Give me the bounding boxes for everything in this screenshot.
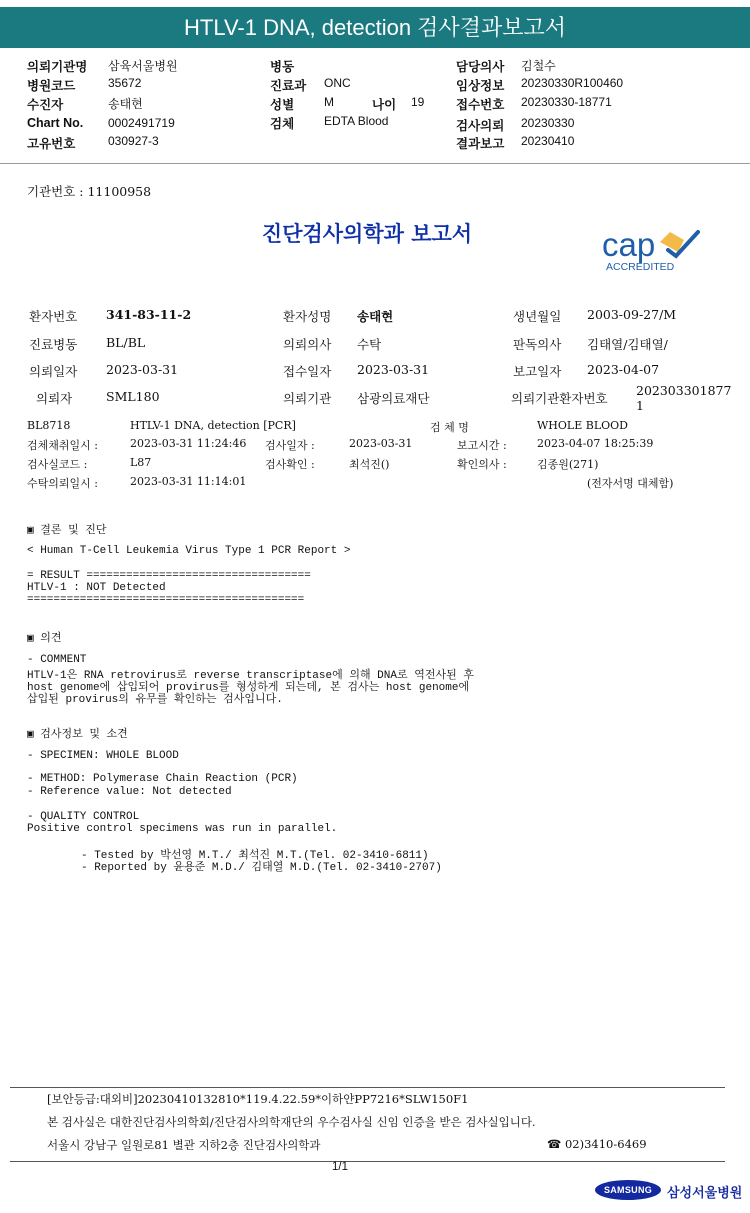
samsung-logo-text: SAMSUNG	[603, 1185, 653, 1195]
department-label: 진료과	[270, 79, 307, 93]
unique-no-label: 고유번호	[27, 137, 76, 151]
certification-note: 본 검사실은 대한진단검사의학회/진단검사의학재단의 우수검사실 신임 인증을 받은 검사실입니다.	[47, 1115, 536, 1129]
confirm-doctor-value: 김종원(271)	[537, 458, 599, 471]
requester-value: SML180	[106, 389, 160, 404]
report-time-value: 2023-04-07 18:25:39	[537, 437, 654, 450]
patient-name-value: 송태현	[357, 309, 394, 324]
page-number: 1/1	[332, 1161, 348, 1173]
specimen-value: EDTA Blood	[324, 114, 389, 128]
test-date-value: 2023-03-31	[349, 437, 413, 450]
result-line-1: = RESULT ==================================	[27, 570, 311, 582]
header-divider	[0, 163, 750, 164]
institution-patient-no-value-cont: 1	[636, 398, 644, 413]
address: 서울시 강남구 일원로81 별관 지하2층 진단검사의학과	[47, 1138, 321, 1152]
tested-by-line: - Tested by 박선영 M.T./ 최석진 M.T.(Tel. 02-3410-6811)	[81, 850, 429, 862]
method-line: - METHOD: Polymerase Chain Reaction (PCR)	[27, 773, 298, 785]
clinical-info-value: 20230330R100460	[521, 76, 624, 90]
opinion-heading: ▣ 의견	[27, 633, 62, 645]
security-grade: [보안등급:대외비]20230410132810*119.4.22.59*이하얀PP7216*SLW150F1	[47, 1092, 469, 1106]
ordering-hospital-value: 삼육서울병원	[108, 59, 178, 73]
collection-time-value: 2023-03-31 11:24:46	[130, 437, 247, 450]
specimen-label: 검체	[270, 117, 295, 131]
clinical-info-label: 임상정보	[456, 79, 505, 93]
request-date-label: 의뢰일자	[29, 364, 78, 379]
ward-label: 병동	[270, 60, 295, 74]
test-date-label: 검사일자 :	[265, 439, 315, 452]
receipt-no-value: 20230330-18771	[521, 95, 612, 109]
patient-number-label: 환자번호	[29, 309, 78, 324]
requesting-doctor-label: 의뢰의사	[283, 337, 332, 352]
report-time-label: 보고시간 :	[457, 439, 507, 452]
ward-row-value: BL/BL	[106, 335, 146, 350]
result-report-value: 20230410	[521, 134, 575, 148]
cap-accredited-logo	[598, 222, 708, 278]
document-title: HTLV-1 DNA, detection 검사결과보고서	[184, 15, 566, 40]
requesting-institution-label: 의뢰기관	[283, 391, 332, 406]
request-date-value: 2023-03-31	[106, 362, 179, 377]
title-bar	[0, 7, 750, 48]
patient-number-value: 341-83-11-2	[106, 307, 192, 322]
sex-label: 성별	[270, 98, 295, 112]
specimen-name-label: 검 체 명	[430, 421, 469, 434]
test-code: BL8718	[27, 419, 71, 432]
reading-doctor-label: 판독의사	[513, 337, 562, 352]
receipt-date-label: 접수일자	[283, 364, 332, 379]
result-line-3: ==========================================	[27, 594, 305, 606]
sex-value: M	[324, 95, 334, 109]
reported-by-line: - Reported by 윤용준 M.D./ 김태열 M.D.(Tel. 02-3410-2707)	[81, 862, 442, 874]
requesting-doctor-value: 수탁	[357, 337, 382, 352]
samsung-logo	[595, 1180, 661, 1200]
test-confirm-value: 최석진()	[349, 458, 390, 471]
hospital-code-value: 35672	[108, 76, 142, 90]
examinee-label: 수진자	[27, 98, 64, 112]
requester-label: 의뢰자	[36, 391, 73, 406]
confirm-doctor-label: 확인의사 :	[457, 458, 507, 471]
test-info-heading: ▣ 검사정보 및 소견	[27, 729, 128, 741]
specimen-line: - SPECIMEN: WHOLE BLOOD	[27, 750, 179, 762]
phone-number: ☎ 02)3410-6469	[547, 1137, 647, 1151]
report-date-label: 보고일자	[513, 364, 562, 379]
comment-line: - COMMENT	[27, 654, 87, 666]
test-confirm-label: 검사확인 :	[265, 458, 315, 471]
result-value: HTLV-1 : NOT Detected	[27, 582, 166, 594]
receipt-no-label: 접수번호	[456, 98, 505, 112]
test-name: HTLV-1 DNA, detection [PCR]	[130, 419, 296, 432]
chart-no-label: Chart No.	[27, 116, 84, 130]
conclusion-heading: ▣ 결론 및 진단	[27, 525, 107, 537]
quality-control-detail: Positive control specimens was run in parallel.	[27, 823, 338, 835]
quality-control-line: - QUALITY CONTROL	[27, 811, 140, 823]
requesting-institution-value: 삼광의료재단	[357, 391, 430, 406]
electronic-signature-note: (전자서명 대체함)	[587, 477, 674, 490]
birth-date-value: 2003-09-27/M	[587, 307, 677, 322]
comment-line: HTLV-1은 RNA retrovirus로 reverse transcriptase에 의해 DNA로 역전사된 후	[27, 670, 474, 682]
consign-time-value: 2023-03-31 11:14:01	[130, 475, 247, 488]
collection-time-label: 검체채취일시 :	[27, 439, 98, 452]
patient-name-label: 환자성명	[283, 309, 332, 324]
age-label: 나이	[372, 98, 397, 112]
comment-line: 삽입된 provirus의 유무를 확인하는 검사입니다.	[27, 694, 283, 706]
chart-no-value: 0002491719	[108, 116, 175, 130]
cap-logo-word: cap	[602, 226, 656, 263]
result-report-label: 결과보고	[456, 137, 505, 151]
comment-line: host genome에 삽입되어 provirus를 형성하게 되는데, 본 검사는 host genome에	[27, 682, 470, 694]
institution-number: 기관번호 : 11100958	[27, 184, 152, 199]
hospital-brand-name: 삼성서울병원	[667, 1185, 743, 1200]
institution-patient-no-value: 202303301877	[636, 383, 732, 398]
report-title: 진단검사의학과 보고서	[261, 221, 473, 246]
lab-code-value: L87	[130, 456, 152, 469]
reference-line: - Reference value: Not detected	[27, 786, 232, 798]
unique-no-value: 030927-3	[108, 134, 159, 148]
department-value: ONC	[324, 76, 351, 90]
attending-doctor-label: 담당의사	[456, 60, 505, 74]
institution-patient-no-label: 의뢰기관환자번호	[511, 391, 608, 406]
lab-code-label: 검사실코드 :	[27, 458, 88, 471]
ward-row-label: 진료병동	[29, 337, 78, 352]
attending-doctor-value: 김철수	[521, 59, 556, 73]
receipt-date-value: 2023-03-31	[357, 362, 430, 377]
reading-doctor-value: 김태열/김태열/	[587, 337, 668, 352]
report-name: < Human T-Cell Leukemia Virus Type 1 PCR Report >	[27, 545, 351, 557]
cap-logo-sub: ACCREDITED	[606, 261, 675, 273]
test-request-label: 검사의뢰	[456, 119, 505, 133]
age-value: 19	[411, 95, 425, 109]
examinee-value: 송태현	[108, 97, 143, 111]
test-request-value: 20230330	[521, 116, 575, 130]
hospital-code-label: 병원코드	[27, 79, 76, 93]
consign-time-label: 수탁의뢰일시 :	[27, 477, 98, 490]
specimen-name-value: WHOLE BLOOD	[537, 419, 628, 432]
birth-date-label: 생년월일	[513, 309, 562, 324]
report-date-value: 2023-04-07	[587, 362, 660, 377]
ordering-hospital-label: 의뢰기관명	[27, 60, 88, 74]
